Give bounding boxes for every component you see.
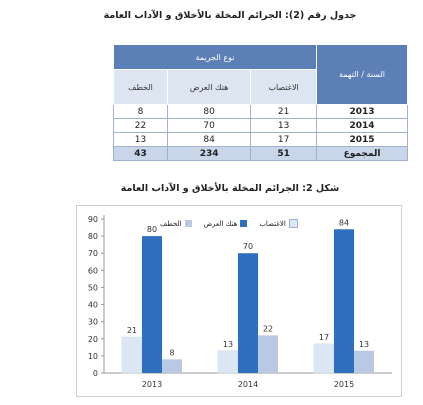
table-title: جدول رقم (2): الجرائم المخلة بالأخلاق و الآداب العامة bbox=[103, 10, 357, 21]
total-label: المجموع bbox=[317, 147, 408, 161]
bar-value-label: 13 bbox=[222, 339, 234, 349]
y-tick-label: 20 bbox=[87, 334, 98, 344]
y-tick-label: 40 bbox=[87, 300, 98, 310]
cell: 8 bbox=[114, 105, 168, 119]
col-header-indecency: هتك العرض bbox=[168, 70, 251, 105]
col-header-rape: الاغتصاب bbox=[251, 70, 317, 105]
header-year: السنة / التهمة bbox=[317, 45, 408, 105]
bar bbox=[258, 335, 278, 373]
legend-label: الخطف bbox=[160, 219, 182, 228]
bar-value-label: 70 bbox=[242, 242, 254, 252]
y-tick-label: 30 bbox=[87, 317, 98, 327]
bar bbox=[314, 344, 334, 373]
bar-value-label: 22 bbox=[262, 324, 274, 334]
bar bbox=[334, 229, 354, 373]
chart-title: شكل 2: الجرائم المخلة بالأخلاق و الآداب العامة bbox=[120, 183, 340, 194]
col-header-kidnap: الخطف bbox=[114, 70, 168, 105]
bar-value-label: 13 bbox=[358, 339, 370, 349]
y-tick-label: 60 bbox=[87, 266, 98, 276]
row-year: 2015 bbox=[317, 133, 408, 147]
cell: 84 bbox=[168, 133, 251, 147]
bar bbox=[218, 351, 238, 373]
bar bbox=[238, 253, 258, 373]
cell: 21 bbox=[251, 105, 317, 119]
cell: 17 bbox=[251, 133, 317, 147]
y-tick-label: 0 bbox=[92, 369, 98, 378]
y-tick-label: 80 bbox=[87, 232, 98, 242]
row-year: 2013 bbox=[317, 105, 408, 119]
x-tick-label: 2014 bbox=[237, 380, 259, 389]
row-year: 2014 bbox=[317, 119, 408, 133]
cell: 70 bbox=[168, 119, 251, 133]
bar-value-label: 80 bbox=[146, 225, 158, 235]
y-tick-label: 90 bbox=[87, 215, 98, 224]
legend-label: هتك العرض bbox=[203, 219, 238, 228]
bar-value-label: 84 bbox=[338, 218, 350, 228]
bar-value-label: 21 bbox=[126, 326, 138, 336]
bar bbox=[142, 236, 162, 373]
total-cell: 234 bbox=[168, 147, 251, 161]
cell: 13 bbox=[251, 119, 317, 133]
bar-value-label: 17 bbox=[318, 332, 330, 342]
total-cell: 43 bbox=[114, 147, 168, 161]
bar bbox=[354, 351, 374, 373]
bar bbox=[122, 337, 142, 373]
legend-label: الاغتصاب bbox=[259, 219, 286, 228]
header-group: نوع الجريمة bbox=[114, 45, 317, 70]
cell: 22 bbox=[114, 119, 168, 133]
y-tick-label: 50 bbox=[87, 283, 98, 293]
bar bbox=[162, 359, 182, 373]
x-tick-label: 2013 bbox=[141, 380, 163, 389]
x-tick-label: 2015 bbox=[333, 380, 355, 389]
bar-value-label: 8 bbox=[169, 348, 175, 358]
y-tick-label: 70 bbox=[87, 249, 98, 259]
y-tick-label: 10 bbox=[87, 351, 98, 361]
cell: 80 bbox=[168, 105, 251, 119]
cell: 13 bbox=[114, 133, 168, 147]
total-cell: 51 bbox=[251, 147, 317, 161]
